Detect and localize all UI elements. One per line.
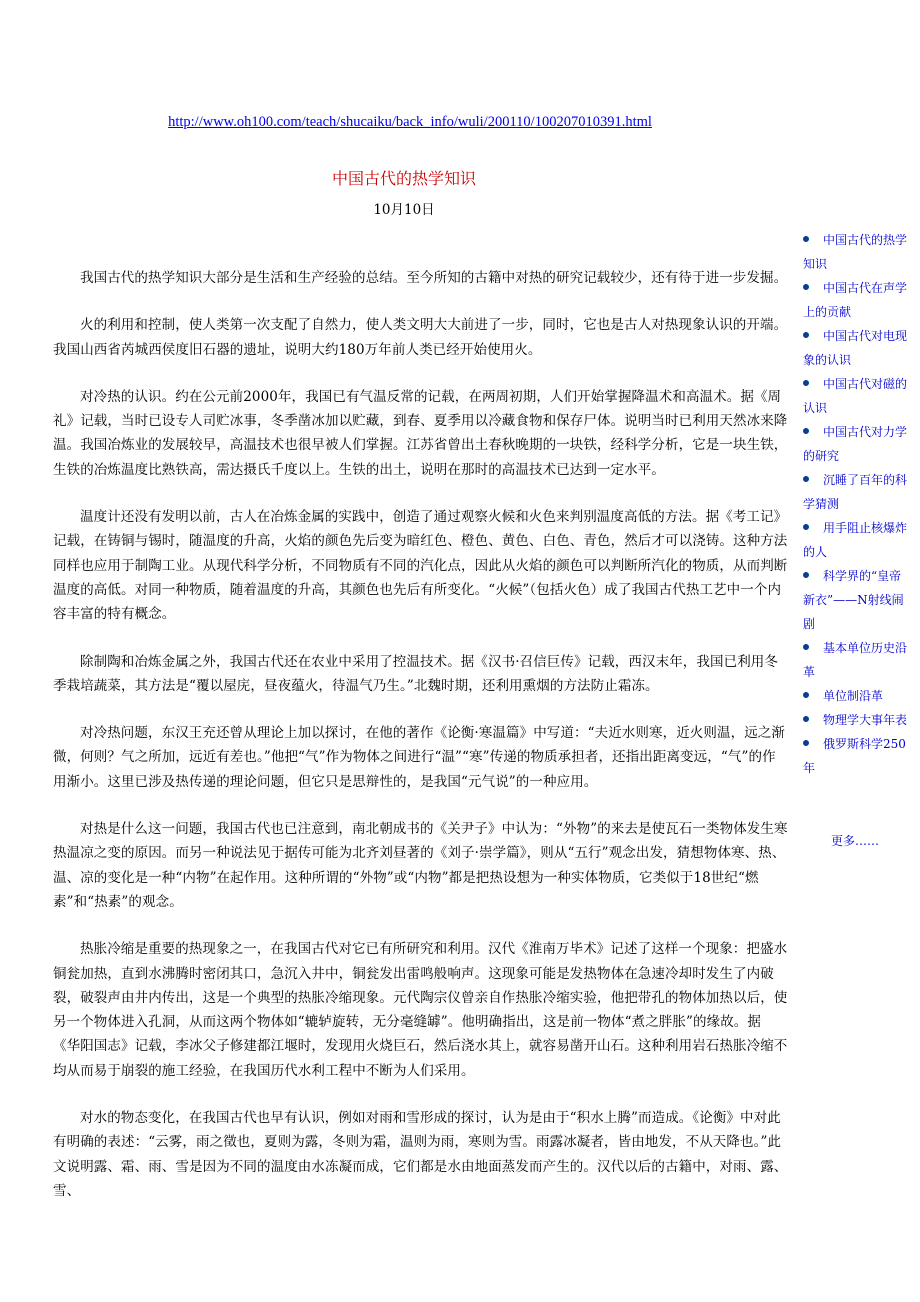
sidebar-item[interactable] bbox=[803, 468, 911, 516]
sidebar-link[interactable]: 物理学大事年表 bbox=[823, 713, 908, 727]
related-articles-sidebar bbox=[803, 228, 911, 780]
sidebar-item[interactable] bbox=[803, 708, 911, 732]
sidebar-item[interactable] bbox=[803, 684, 911, 708]
article-date: 10月10日 bbox=[373, 202, 435, 218]
sidebar-link[interactable]: 中国古代对电现象的认识 bbox=[803, 329, 908, 367]
paragraph: 我国古代的热学知识大部分是生活和生产经验的总结。至今所知的古籍中对热的研究记载较少，还有待于进一步发掘。 bbox=[80, 270, 788, 286]
bullet-icon bbox=[803, 716, 809, 722]
bullet-icon bbox=[803, 644, 809, 650]
bullet-icon bbox=[803, 740, 809, 746]
bullet-icon bbox=[803, 284, 809, 290]
sidebar-item[interactable] bbox=[803, 228, 911, 276]
bullet-icon bbox=[803, 572, 809, 578]
bullet-icon bbox=[803, 332, 809, 338]
sidebar-item[interactable] bbox=[803, 636, 911, 684]
bullet-icon bbox=[803, 236, 809, 242]
sidebar-item[interactable] bbox=[803, 372, 911, 420]
sidebar-link[interactable]: 用手阻止核爆炸的人 bbox=[803, 521, 908, 559]
sidebar-link[interactable]: 单位制沿革 bbox=[823, 689, 884, 703]
source-url-link[interactable]: http://www.oh100.com/teach/shucaiku/back_info/wuli/200110/100207010391.html bbox=[168, 114, 652, 130]
sidebar-link[interactable]: 中国古代对磁的认识 bbox=[803, 377, 908, 415]
paragraph: 对冷热的认识。约在公元前2000年，我国已有气温反常的记载，在两周初期，人们开始掌握降温术和高温术。据《周礼》记载，当时已设专人司贮冰事，冬季凿冰加以贮藏，到春、夏季用以冷藏食物和保存尸体。说明当时已利用天然冰来降温。我国冶炼业的发展较早，高温技术也很早被人们掌握。江苏省曾出土春秋晚期的一块铁，经科学分析，它是一块生铁，生铁的冶炼温度比熟铁高，需达摄氏千度以上。生铁的出土，说明在那时的高温技术已达到一定水平。 bbox=[53, 388, 788, 478]
sidebar-link[interactable]: 科学界的“皇帝新衣”——N射线闹剧 bbox=[803, 569, 904, 631]
paragraph: 火的利用和控制，使人类第一次支配了自然力，使人类文明大大前进了一步，同时，它也是古人对热现象认识的开端。我国山西省芮城西侯度旧石器的遗址，说明大约180万年前人类已经开始使用火。 bbox=[53, 317, 788, 358]
article-title: 中国古代的热学知识 bbox=[331, 169, 476, 188]
sidebar-item[interactable] bbox=[803, 276, 911, 324]
sidebar-link[interactable]: 中国古代在声学上的贡献 bbox=[803, 281, 908, 319]
paragraph: 温度计还没有发明以前，古人在冶炼金属的实践中，创造了通过观察火候和火色来判别温度高低的方法。据《考工记》记载，在铸铜与锡时，随温度的升高，火焰的颜色先后变为暗红色、橙色、黄色、白色、青色，然后才可以浇铸。这种方法同样也应用于制陶工业。从现代科学分析，不同物质有不同的汽化点，因此从火焰的颜色可以判断所汽化的物质，从而判断温度的高低。对同一种物质，随着温度的升高，其颜色也先后有所变化。“火候”（包括火色）成了我国古代热工艺中一个内容丰富的特有概念。 bbox=[53, 509, 788, 623]
sidebar-item[interactable] bbox=[803, 516, 911, 564]
sidebar-link[interactable]: 基本单位历史沿革 bbox=[803, 641, 908, 679]
bullet-icon bbox=[803, 692, 809, 698]
bullet-icon bbox=[803, 524, 809, 530]
bullet-icon bbox=[803, 428, 809, 434]
paragraph: 热胀冷缩是重要的热现象之一，在我国古代对它已有所研究和利用。汉代《淮南万毕术》记述了这样一个现象：把盛水铜瓮加热，直到水沸腾时密闭其口，急沉入井中，铜瓮发出雷鸣般响声。这现象可能是发热物体在急速冷却时发生了内破裂，破裂声由井内传出，这是一个典型的热胀冷缩现象。元代陶宗仪曾亲自作热胀冷缩实验，他把带孔的物体加热以后，使另一个物体进入孔洞，从而这两个物体如“辘轳旋转，无分毫缝罅”。他明确指出，这是前一物体“煮之胖胀”的缘故。据《华阳国志》记载，李冰父子修建都江堰时，发现用火烧巨石，然后浇水其上，就容易凿开山石。这种利用岩石热胀冷缩不均从而易于崩裂的施工经验，在我国历代水利工程中不断为人们采用。 bbox=[53, 941, 788, 1079]
paragraph: 对水的物态变化，在我国古代也早有认识，例如对雨和雪形成的探讨，认为是由于“积水上腾”而造成。《论衡》中对此有明确的表述：“云雾，雨之徵也，夏则为露，冬则为霜，温则为雨，寒则为雪。雨露冰凝者，皆由地发，不从天降也。”此文说明露、霜、雨、雪是因为不同的温度由水冻凝而成，它们都是水由地面蒸发而产生的。汉代以后的古籍中，对雨、露、雪、 bbox=[53, 1110, 788, 1199]
paragraph: 除制陶和冶炼金属之外，我国古代还在农业中采用了控温技术。据《汉书·召信巨传》记载，西汉末年，我国已利用冬季栽培蔬菜，其方法是“覆以屋庑，昼夜蕴火，待温气乃生。”北魏时期，还利用熏烟的方法防止霜冻。 bbox=[53, 653, 778, 694]
sidebar-link[interactable]: 中国古代的热学知识 bbox=[803, 233, 908, 271]
sidebar-link[interactable]: 中国古代对力学的研究 bbox=[803, 425, 908, 463]
paragraph: 对热是什么这一问题，我国古代也已注意到，南北朝成书的《关尹子》中认为：“外物”的来去是使瓦石一类物体发生寒热温凉之变的原因。而另一种说法见于据传可能为北齐刘昼著的《刘子·崇学篇》，则从“五行”观念出发，猜想物体寒、热、温、凉的变化是一种“内物”在起作用。这种所谓的“外物”或“内物”都是把热设想为一种实体物质，它类似于18世纪“燃素”和“热素”的观念。 bbox=[53, 821, 788, 910]
sidebar-item[interactable] bbox=[803, 420, 911, 468]
sidebar-item[interactable] bbox=[803, 324, 911, 372]
sidebar-link[interactable]: 沉睡了百年的科学猜测 bbox=[803, 473, 908, 511]
more-link[interactable]: 更多…… bbox=[831, 834, 880, 848]
sidebar-item[interactable] bbox=[803, 564, 911, 636]
bullet-icon bbox=[803, 476, 809, 482]
paragraph: 对冷热问题，东汉王充还曾从理论上加以探讨，在他的著作《论衡·寒温篇》中写道：“夫近水则寒，近火则温，远之渐微，何则？气之所加，远近有差也。”他把“气”作为物体之间进行“温”“寒”传递的物质承担者，还指出距离变远，“气”的作用渐小。这里已涉及热传递的理论问题，但它只是思辩性的，是我国“元气说”的一种应用。 bbox=[53, 725, 785, 790]
bullet-icon bbox=[803, 380, 809, 386]
sidebar-link[interactable]: 俄罗斯科学250年 bbox=[803, 737, 906, 775]
article-body bbox=[53, 266, 788, 1226]
sidebar-item[interactable] bbox=[803, 732, 911, 780]
